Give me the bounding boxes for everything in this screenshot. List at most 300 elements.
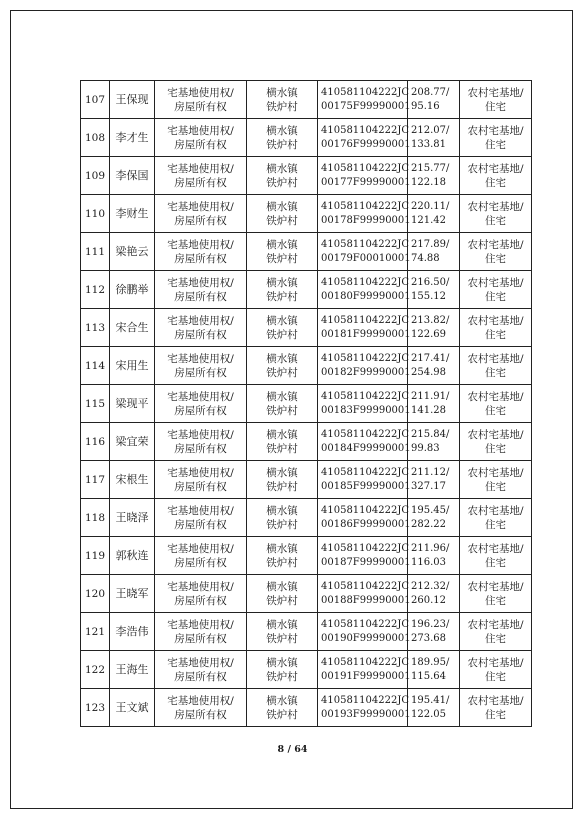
row-number-cell: 107 — [81, 81, 110, 119]
table-row — [81, 651, 532, 689]
owner-name-cell: 梁现平 — [110, 385, 155, 423]
unit-code-line: 00178F99990001 — [321, 214, 411, 226]
unit-code-cell — [318, 651, 411, 689]
area-line: 213.82/ — [411, 314, 450, 326]
row-number-cell: 109 — [81, 157, 110, 195]
right-type-line: 房屋所有权 — [174, 556, 227, 569]
area-line: 327.17 — [411, 480, 446, 492]
area-cell — [408, 195, 460, 233]
location-line: 铁炉村 — [266, 214, 298, 227]
unit-code-line: 00176F99990001 — [321, 138, 411, 150]
usage-cell — [460, 309, 532, 347]
location-line: 横水镇 — [266, 200, 298, 213]
area-cell — [408, 689, 460, 727]
location-line: 铁炉村 — [266, 290, 298, 303]
area-line: 211.96/ — [411, 542, 450, 554]
right-type-line: 宅基地使用权/ — [167, 162, 234, 175]
location-line: 铁炉村 — [266, 366, 298, 379]
owner-name-cell: 王文斌 — [110, 689, 155, 727]
owner-name-cell: 徐鹏举 — [110, 271, 155, 309]
area-line: 217.41/ — [411, 352, 450, 364]
table-row — [81, 233, 532, 271]
row-number-cell: 123 — [81, 689, 110, 727]
right-type-line: 宅基地使用权/ — [167, 200, 234, 213]
usage-line: 住宅 — [485, 404, 506, 417]
table-row — [81, 347, 532, 385]
unit-code-line: 00184F99990001 — [321, 442, 411, 454]
usage-cell — [460, 119, 532, 157]
owner-name-cell: 郭秋连 — [110, 537, 155, 575]
unit-code-line: 410581104222JC — [321, 276, 410, 288]
right-type-line: 房屋所有权 — [174, 594, 227, 607]
location-cell — [247, 385, 318, 423]
usage-line: 住宅 — [485, 670, 506, 683]
area-line: 215.77/ — [411, 162, 450, 174]
owner-name-cell: 梁艳云 — [110, 233, 155, 271]
usage-cell — [460, 385, 532, 423]
unit-code-cell — [318, 537, 411, 575]
area-line: 212.32/ — [411, 580, 450, 592]
usage-line: 农村宅基地/ — [467, 580, 524, 593]
owner-name-cell: 梁宜荣 — [110, 423, 155, 461]
right-type-line: 房屋所有权 — [174, 404, 227, 417]
row-number-cell: 122 — [81, 651, 110, 689]
location-line: 铁炉村 — [266, 404, 298, 417]
area-line: 217.89/ — [411, 238, 450, 250]
usage-line: 住宅 — [485, 214, 506, 227]
usage-line: 农村宅基地/ — [467, 428, 524, 441]
area-cell — [408, 575, 460, 613]
unit-code-cell — [318, 499, 411, 537]
right-type-line: 宅基地使用权/ — [167, 390, 234, 403]
usage-line: 住宅 — [485, 632, 506, 645]
location-cell — [247, 423, 318, 461]
unit-code-line: 410581104222JC — [321, 466, 410, 478]
area-cell — [408, 119, 460, 157]
unit-code-line: 410581104222JC — [321, 618, 410, 630]
usage-line: 住宅 — [485, 290, 506, 303]
usage-line: 农村宅基地/ — [467, 504, 524, 517]
location-line: 铁炉村 — [266, 100, 298, 113]
area-cell — [408, 651, 460, 689]
usage-line: 农村宅基地/ — [467, 466, 524, 479]
row-number-cell: 111 — [81, 233, 110, 271]
location-line: 横水镇 — [266, 542, 298, 555]
usage-line: 住宅 — [485, 100, 506, 113]
owner-name-cell: 李财生 — [110, 195, 155, 233]
area-cell — [408, 423, 460, 461]
usage-cell — [460, 613, 532, 651]
right-type-line: 房屋所有权 — [174, 442, 227, 455]
right-type-line: 房屋所有权 — [174, 328, 227, 341]
right-type-line: 房屋所有权 — [174, 138, 227, 151]
location-line: 铁炉村 — [266, 176, 298, 189]
unit-code-cell — [318, 157, 411, 195]
location-cell — [247, 119, 318, 157]
usage-line: 住宅 — [485, 442, 506, 455]
unit-code-cell — [318, 81, 411, 119]
usage-cell — [460, 347, 532, 385]
usage-line: 农村宅基地/ — [467, 618, 524, 631]
location-line: 横水镇 — [266, 86, 298, 99]
usage-line: 住宅 — [485, 480, 506, 493]
area-line: 211.12/ — [411, 466, 450, 478]
usage-line: 住宅 — [485, 366, 506, 379]
area-line: 273.68 — [411, 632, 446, 644]
right-type-line: 宅基地使用权/ — [167, 276, 234, 289]
right-type-cell — [155, 461, 247, 499]
area-line: 95.16 — [411, 100, 440, 112]
unit-code-line: 410581104222JC — [321, 428, 410, 440]
unit-code-line: 00187F99990001 — [321, 556, 411, 568]
right-type-line: 房屋所有权 — [174, 214, 227, 227]
right-type-cell — [155, 119, 247, 157]
right-type-cell — [155, 537, 247, 575]
registry-table — [80, 80, 532, 727]
usage-cell — [460, 651, 532, 689]
location-line: 铁炉村 — [266, 480, 298, 493]
owner-name-cell: 王晓军 — [110, 575, 155, 613]
location-cell — [247, 347, 318, 385]
right-type-cell — [155, 233, 247, 271]
right-type-line: 房屋所有权 — [174, 100, 227, 113]
table-row — [81, 119, 532, 157]
unit-code-line: 00188F99990001 — [321, 594, 411, 606]
area-line: 282.22 — [411, 518, 446, 530]
usage-cell — [460, 499, 532, 537]
unit-code-line: 410581104222JC — [321, 314, 410, 326]
area-line: 196.23/ — [411, 618, 450, 630]
unit-code-line: 410581104222JC — [321, 124, 410, 136]
right-type-line: 房屋所有权 — [174, 518, 227, 531]
area-cell — [408, 271, 460, 309]
unit-code-cell — [318, 423, 411, 461]
unit-code-cell — [318, 309, 411, 347]
area-line: 195.45/ — [411, 504, 450, 516]
location-cell — [247, 271, 318, 309]
area-line: 216.50/ — [411, 276, 450, 288]
area-cell — [408, 613, 460, 651]
usage-cell — [460, 537, 532, 575]
location-line: 横水镇 — [266, 618, 298, 631]
location-cell — [247, 613, 318, 651]
right-type-cell — [155, 613, 247, 651]
owner-name-cell: 宋用生 — [110, 347, 155, 385]
table-row — [81, 499, 532, 537]
usage-cell — [460, 233, 532, 271]
row-number-cell: 121 — [81, 613, 110, 651]
area-cell — [408, 233, 460, 271]
right-type-line: 宅基地使用权/ — [167, 314, 234, 327]
right-type-line: 宅基地使用权/ — [167, 428, 234, 441]
location-cell — [247, 575, 318, 613]
right-type-cell — [155, 651, 247, 689]
area-line: 115.64 — [411, 670, 446, 682]
unit-code-cell — [318, 385, 411, 423]
row-number-cell: 118 — [81, 499, 110, 537]
area-line: 195.41/ — [411, 694, 450, 706]
usage-cell — [460, 575, 532, 613]
location-line: 横水镇 — [266, 352, 298, 365]
registry-table-body — [81, 81, 532, 727]
usage-cell — [460, 81, 532, 119]
table-row — [81, 613, 532, 651]
right-type-line: 房屋所有权 — [174, 480, 227, 493]
location-line: 横水镇 — [266, 504, 298, 517]
unit-code-line: 410581104222JC — [321, 238, 410, 250]
area-line: 220.11/ — [411, 200, 450, 212]
right-type-line: 宅基地使用权/ — [167, 86, 234, 99]
right-type-line: 宅基地使用权/ — [167, 694, 234, 707]
unit-code-cell — [318, 233, 411, 271]
row-number-cell: 120 — [81, 575, 110, 613]
usage-line: 住宅 — [485, 556, 506, 569]
location-cell — [247, 499, 318, 537]
right-type-cell — [155, 385, 247, 423]
usage-line: 住宅 — [485, 594, 506, 607]
usage-cell — [460, 689, 532, 727]
usage-line: 农村宅基地/ — [467, 656, 524, 669]
row-number-cell: 115 — [81, 385, 110, 423]
right-type-cell — [155, 309, 247, 347]
right-type-line: 宅基地使用权/ — [167, 618, 234, 631]
row-number-cell: 113 — [81, 309, 110, 347]
area-line: 215.84/ — [411, 428, 450, 440]
location-line: 铁炉村 — [266, 442, 298, 455]
right-type-line: 房屋所有权 — [174, 366, 227, 379]
unit-code-line: 00179F00010001 — [321, 252, 411, 264]
unit-code-line: 410581104222JC — [321, 504, 410, 516]
right-type-cell — [155, 689, 247, 727]
location-line: 横水镇 — [266, 276, 298, 289]
area-line: 211.91/ — [411, 390, 450, 402]
right-type-cell — [155, 499, 247, 537]
unit-code-line: 00190F99990001 — [321, 632, 411, 644]
unit-code-line: 410581104222JC — [321, 162, 410, 174]
unit-code-cell — [318, 195, 411, 233]
location-line: 铁炉村 — [266, 670, 298, 683]
location-line: 横水镇 — [266, 238, 298, 251]
area-line: 141.28 — [411, 404, 446, 416]
usage-line: 住宅 — [485, 138, 506, 151]
table-row — [81, 157, 532, 195]
row-number-cell: 119 — [81, 537, 110, 575]
unit-code-cell — [318, 575, 411, 613]
table-row — [81, 575, 532, 613]
right-type-cell — [155, 157, 247, 195]
right-type-line: 宅基地使用权/ — [167, 124, 234, 137]
location-line: 横水镇 — [266, 656, 298, 669]
area-line: 260.12 — [411, 594, 446, 606]
area-line: 133.81 — [411, 138, 446, 150]
location-line: 铁炉村 — [266, 518, 298, 531]
unit-code-cell — [318, 347, 411, 385]
unit-code-line: 00186F99990001 — [321, 518, 411, 530]
usage-cell — [460, 271, 532, 309]
owner-name-cell: 宋根生 — [110, 461, 155, 499]
unit-code-cell — [318, 689, 411, 727]
area-cell — [408, 81, 460, 119]
area-cell — [408, 309, 460, 347]
location-cell — [247, 537, 318, 575]
area-cell — [408, 347, 460, 385]
usage-line: 住宅 — [485, 252, 506, 265]
location-cell — [247, 651, 318, 689]
right-type-cell — [155, 575, 247, 613]
location-line: 横水镇 — [266, 162, 298, 175]
area-line: 122.69 — [411, 328, 446, 340]
location-cell — [247, 461, 318, 499]
right-type-cell — [155, 81, 247, 119]
table-row — [81, 81, 532, 119]
table-row — [81, 385, 532, 423]
right-type-line: 房屋所有权 — [174, 632, 227, 645]
unit-code-line: 410581104222JC — [321, 86, 410, 98]
usage-line: 农村宅基地/ — [467, 314, 524, 327]
table-row — [81, 195, 532, 233]
area-line: 121.42 — [411, 214, 446, 226]
area-line: 122.18 — [411, 176, 446, 188]
table-row — [81, 423, 532, 461]
table-row — [81, 271, 532, 309]
location-line: 铁炉村 — [266, 252, 298, 265]
unit-code-line: 00191F99990001 — [321, 670, 411, 682]
area-line: 254.98 — [411, 366, 446, 378]
location-cell — [247, 689, 318, 727]
location-line: 铁炉村 — [266, 632, 298, 645]
usage-cell — [460, 195, 532, 233]
right-type-cell — [155, 347, 247, 385]
usage-line: 住宅 — [485, 708, 506, 721]
usage-line: 农村宅基地/ — [467, 694, 524, 707]
usage-cell — [460, 157, 532, 195]
usage-line: 住宅 — [485, 518, 506, 531]
page-number: 8 / 64 — [277, 744, 308, 755]
unit-code-line: 00183F99990001 — [321, 404, 411, 416]
right-type-line: 宅基地使用权/ — [167, 542, 234, 555]
unit-code-line: 410581104222JC — [321, 200, 410, 212]
row-number-cell: 110 — [81, 195, 110, 233]
usage-line: 农村宅基地/ — [467, 86, 524, 99]
usage-cell — [460, 461, 532, 499]
area-cell — [408, 499, 460, 537]
right-type-line: 宅基地使用权/ — [167, 504, 234, 517]
area-line: 155.12 — [411, 290, 446, 302]
right-type-line: 房屋所有权 — [174, 670, 227, 683]
unit-code-cell — [318, 461, 411, 499]
location-line: 横水镇 — [266, 124, 298, 137]
location-line: 横水镇 — [266, 314, 298, 327]
area-line: 122.05 — [411, 708, 446, 720]
location-line: 铁炉村 — [266, 708, 298, 721]
usage-line: 农村宅基地/ — [467, 124, 524, 137]
owner-name-cell: 李浩伟 — [110, 613, 155, 651]
owner-name-cell: 王保现 — [110, 81, 155, 119]
right-type-cell — [155, 195, 247, 233]
unit-code-line: 410581104222JC — [321, 694, 410, 706]
right-type-line: 宅基地使用权/ — [167, 580, 234, 593]
owner-name-cell: 王晓泽 — [110, 499, 155, 537]
location-line: 横水镇 — [266, 580, 298, 593]
usage-line: 农村宅基地/ — [467, 352, 524, 365]
area-cell — [408, 537, 460, 575]
area-line: 189.95/ — [411, 656, 450, 668]
usage-cell — [460, 423, 532, 461]
location-cell — [247, 233, 318, 271]
right-type-line: 宅基地使用权/ — [167, 352, 234, 365]
area-cell — [408, 157, 460, 195]
unit-code-line: 00182F99990001 — [321, 366, 411, 378]
usage-line: 住宅 — [485, 176, 506, 189]
unit-code-cell — [318, 271, 411, 309]
owner-name-cell: 宋合生 — [110, 309, 155, 347]
right-type-line: 房屋所有权 — [174, 708, 227, 721]
right-type-cell — [155, 423, 247, 461]
location-cell — [247, 309, 318, 347]
location-cell — [247, 195, 318, 233]
unit-code-line: 410581104222JC — [321, 352, 410, 364]
table-row — [81, 461, 532, 499]
location-line: 横水镇 — [266, 390, 298, 403]
location-cell — [247, 81, 318, 119]
usage-line: 农村宅基地/ — [467, 200, 524, 213]
location-line: 铁炉村 — [266, 328, 298, 341]
table-row — [81, 309, 532, 347]
table-row — [81, 537, 532, 575]
unit-code-line: 00175F99990001 — [321, 100, 411, 112]
area-cell — [408, 461, 460, 499]
unit-code-line: 00181F99990001 — [321, 328, 411, 340]
row-number-cell: 108 — [81, 119, 110, 157]
row-number-cell: 116 — [81, 423, 110, 461]
area-cell — [408, 385, 460, 423]
unit-code-line: 410581104222JC — [321, 542, 410, 554]
area-line: 116.03 — [411, 556, 446, 568]
unit-code-line: 410581104222JC — [321, 580, 410, 592]
location-line: 横水镇 — [266, 428, 298, 441]
unit-code-line: 00180F99990001 — [321, 290, 411, 302]
unit-code-cell — [318, 613, 411, 651]
area-line: 74.88 — [411, 252, 440, 264]
usage-line: 农村宅基地/ — [467, 542, 524, 555]
owner-name-cell: 李保国 — [110, 157, 155, 195]
unit-code-line: 410581104222JC — [321, 390, 410, 402]
unit-code-line: 00185F99990001 — [321, 480, 411, 492]
area-line: 212.07/ — [411, 124, 450, 136]
right-type-line: 房屋所有权 — [174, 176, 227, 189]
row-number-cell: 117 — [81, 461, 110, 499]
usage-line: 农村宅基地/ — [467, 162, 524, 175]
area-line: 99.83 — [411, 442, 440, 454]
row-number-cell: 114 — [81, 347, 110, 385]
location-line: 铁炉村 — [266, 138, 298, 151]
right-type-line: 房屋所有权 — [174, 252, 227, 265]
area-line: 208.77/ — [411, 86, 450, 98]
unit-code-line: 00193F99990001 — [321, 708, 411, 720]
unit-code-line: 410581104222JC — [321, 656, 410, 668]
row-number-cell: 112 — [81, 271, 110, 309]
location-cell — [247, 157, 318, 195]
owner-name-cell: 李才生 — [110, 119, 155, 157]
right-type-line: 宅基地使用权/ — [167, 466, 234, 479]
location-line: 铁炉村 — [266, 556, 298, 569]
usage-line: 农村宅基地/ — [467, 238, 524, 251]
table-row — [81, 689, 532, 727]
unit-code-line: 00177F99990001 — [321, 176, 411, 188]
right-type-line: 宅基地使用权/ — [167, 238, 234, 251]
owner-name-cell: 王海生 — [110, 651, 155, 689]
location-line: 铁炉村 — [266, 594, 298, 607]
